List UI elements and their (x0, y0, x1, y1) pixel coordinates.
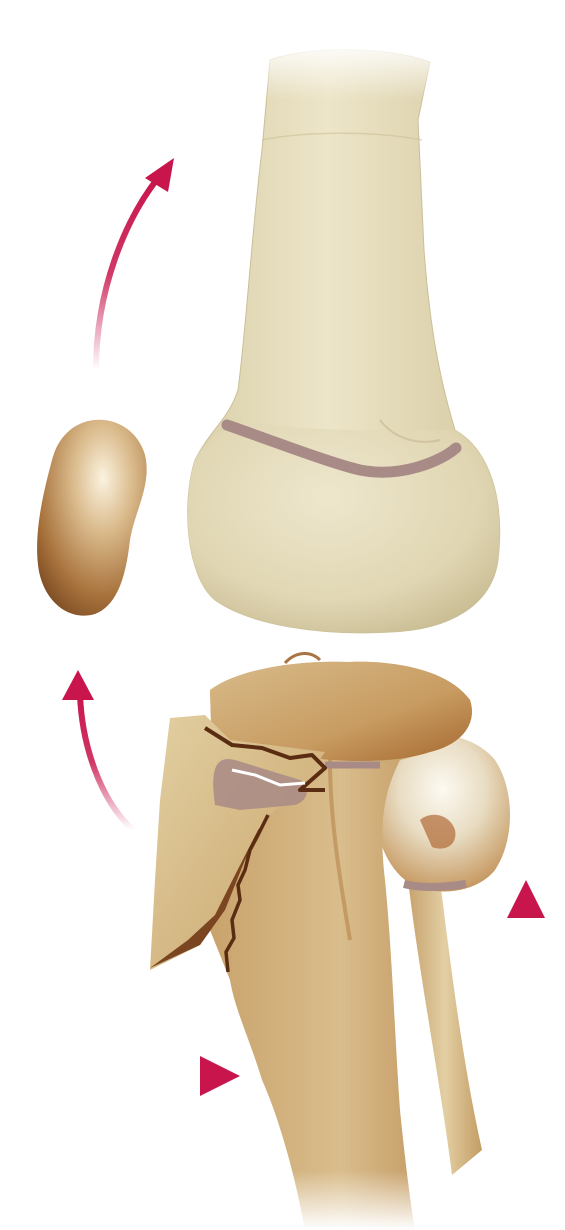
arrow-right-horizontal (20, 1056, 240, 1096)
arrow-up-vertical (507, 880, 545, 1090)
arrow-up-curved-middle (62, 670, 133, 830)
patella (37, 420, 147, 616)
femur (188, 40, 500, 633)
arrow-up-curved-top (96, 158, 174, 370)
